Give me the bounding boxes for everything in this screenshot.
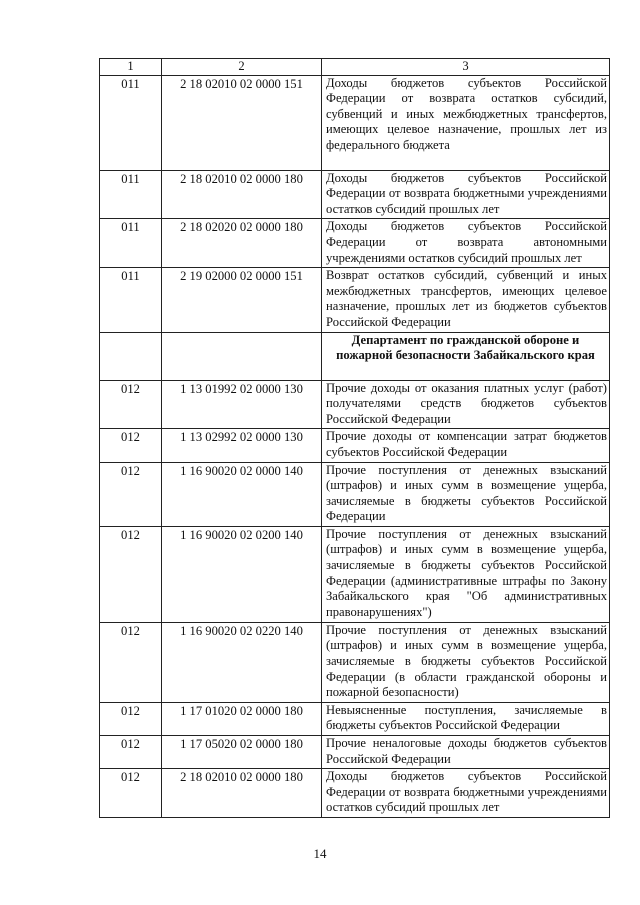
- admin-code-cell: 012: [100, 526, 162, 622]
- table-header-row: [100, 59, 610, 76]
- table-row: [100, 170, 610, 219]
- revenue-code-cell: 2 18 02010 02 0000 180: [162, 170, 322, 219]
- revenue-name-cell: Доходы бюджетов субъектов Российской Федерации от возврата автономными учреждениями остатков субсидий прошлых лет: [322, 219, 610, 268]
- revenue-code-cell: 1 13 01992 02 0000 130: [162, 380, 322, 429]
- revenue-name-cell: Прочие доходы от оказания платных услуг (работ) получателями средств бюджетов субъектов Российской Федерации: [322, 380, 610, 429]
- admin-code-cell: 012: [100, 429, 162, 462]
- admin-code-cell: 011: [100, 170, 162, 219]
- revenue-codes-table: [99, 58, 610, 818]
- table-row: [100, 769, 610, 818]
- department-heading: Департамент по гражданской обороне и пожарной безопасности Забайкальского края: [322, 332, 610, 380]
- admin-code-cell: 011: [100, 75, 162, 170]
- revenue-name-cell: Прочие неналоговые доходы бюджетов субъектов Российской Федерации: [322, 736, 610, 769]
- admin-code-cell: 012: [100, 702, 162, 735]
- revenue-name-cell: Возврат остатков субсидий, субвенций и иных межбюджетных трансфертов, имеющих целевое назначение, прошлых лет из бюджетов субъектов Российской Федерации: [322, 268, 610, 332]
- revenue-code-cell: 1 17 05020 02 0000 180: [162, 736, 322, 769]
- admin-code-cell: 011: [100, 219, 162, 268]
- header-col-1: 1: [100, 59, 162, 76]
- table-row: [100, 429, 610, 462]
- admin-code-cell: 012: [100, 622, 162, 702]
- revenue-code-cell: 2 18 02010 02 0000 180: [162, 769, 322, 818]
- table-row: [100, 702, 610, 735]
- revenue-code-cell: [162, 332, 322, 380]
- admin-code-cell: 012: [100, 769, 162, 818]
- admin-code-cell: 012: [100, 380, 162, 429]
- table-row: [100, 622, 610, 702]
- revenue-name-cell: Прочие поступления от денежных взысканий (штрафов) и иных сумм в возмещение ущерба, зачисляемые в бюджеты субъектов Российской Федерации (административные штрафы по Закону Забайкальского края "Об административных правонарушениях"): [322, 526, 610, 622]
- table-row: [100, 75, 610, 170]
- table-row: [100, 462, 610, 526]
- header-col-2: 2: [162, 59, 322, 76]
- revenue-code-cell: 1 16 90020 02 0220 140: [162, 622, 322, 702]
- table-row: [100, 219, 610, 268]
- table-row: [100, 526, 610, 622]
- revenue-name-cell: Прочие доходы от компенсации затрат бюджетов субъектов Российской Федерации: [322, 429, 610, 462]
- table-row: [100, 736, 610, 769]
- revenue-name-cell: Доходы бюджетов субъектов Российской Федерации от возврата бюджетными учреждениями остатков субсидий прошлых лет: [322, 769, 610, 818]
- revenue-code-cell: 2 18 02010 02 0000 151: [162, 75, 322, 170]
- revenue-name-cell: Невыясненные поступления, зачисляемые в бюджеты субъектов Российской Федерации: [322, 702, 610, 735]
- revenue-code-cell: 1 16 90020 02 0200 140: [162, 526, 322, 622]
- page-number: 14: [313, 846, 327, 861]
- revenue-name-cell: Прочие поступления от денежных взысканий (штрафов) и иных сумм в возмещение ущерба, зачисляемые в бюджеты субъектов Российской Федерации (в области гражданской обороны и пожарной безопасности): [322, 622, 610, 702]
- revenue-name-cell: Прочие поступления от денежных взысканий (штрафов) и иных сумм в возмещение ущерба, зачисляемые в бюджеты субъектов Российской Федерации: [322, 462, 610, 526]
- revenue-name-cell: Доходы бюджетов субъектов Российской Федерации от возврата бюджетными учреждениями остатков субсидий прошлых лет: [322, 170, 610, 219]
- header-col-3: 3: [322, 59, 610, 76]
- table-row: [100, 268, 610, 332]
- admin-code-cell: 011: [100, 268, 162, 332]
- admin-code-cell: [100, 332, 162, 380]
- admin-code-cell: 012: [100, 462, 162, 526]
- revenue-code-cell: 1 16 90020 02 0000 140: [162, 462, 322, 526]
- revenue-code-cell: 2 19 02000 02 0000 151: [162, 268, 322, 332]
- revenue-code-cell: 1 13 02992 02 0000 130: [162, 429, 322, 462]
- revenue-code-cell: 2 18 02020 02 0000 180: [162, 219, 322, 268]
- table-row: [100, 380, 610, 429]
- revenue-code-cell: 1 17 01020 02 0000 180: [162, 702, 322, 735]
- admin-code-cell: 012: [100, 736, 162, 769]
- revenue-name-cell: Доходы бюджетов субъектов Российской Федерации от возврата остатков субсидий, субвенций и иных межбюджетных трансфертов, имеющих целевое назначение, прошлых лет из федерального бюджета: [322, 75, 610, 170]
- department-heading-row: [100, 332, 610, 380]
